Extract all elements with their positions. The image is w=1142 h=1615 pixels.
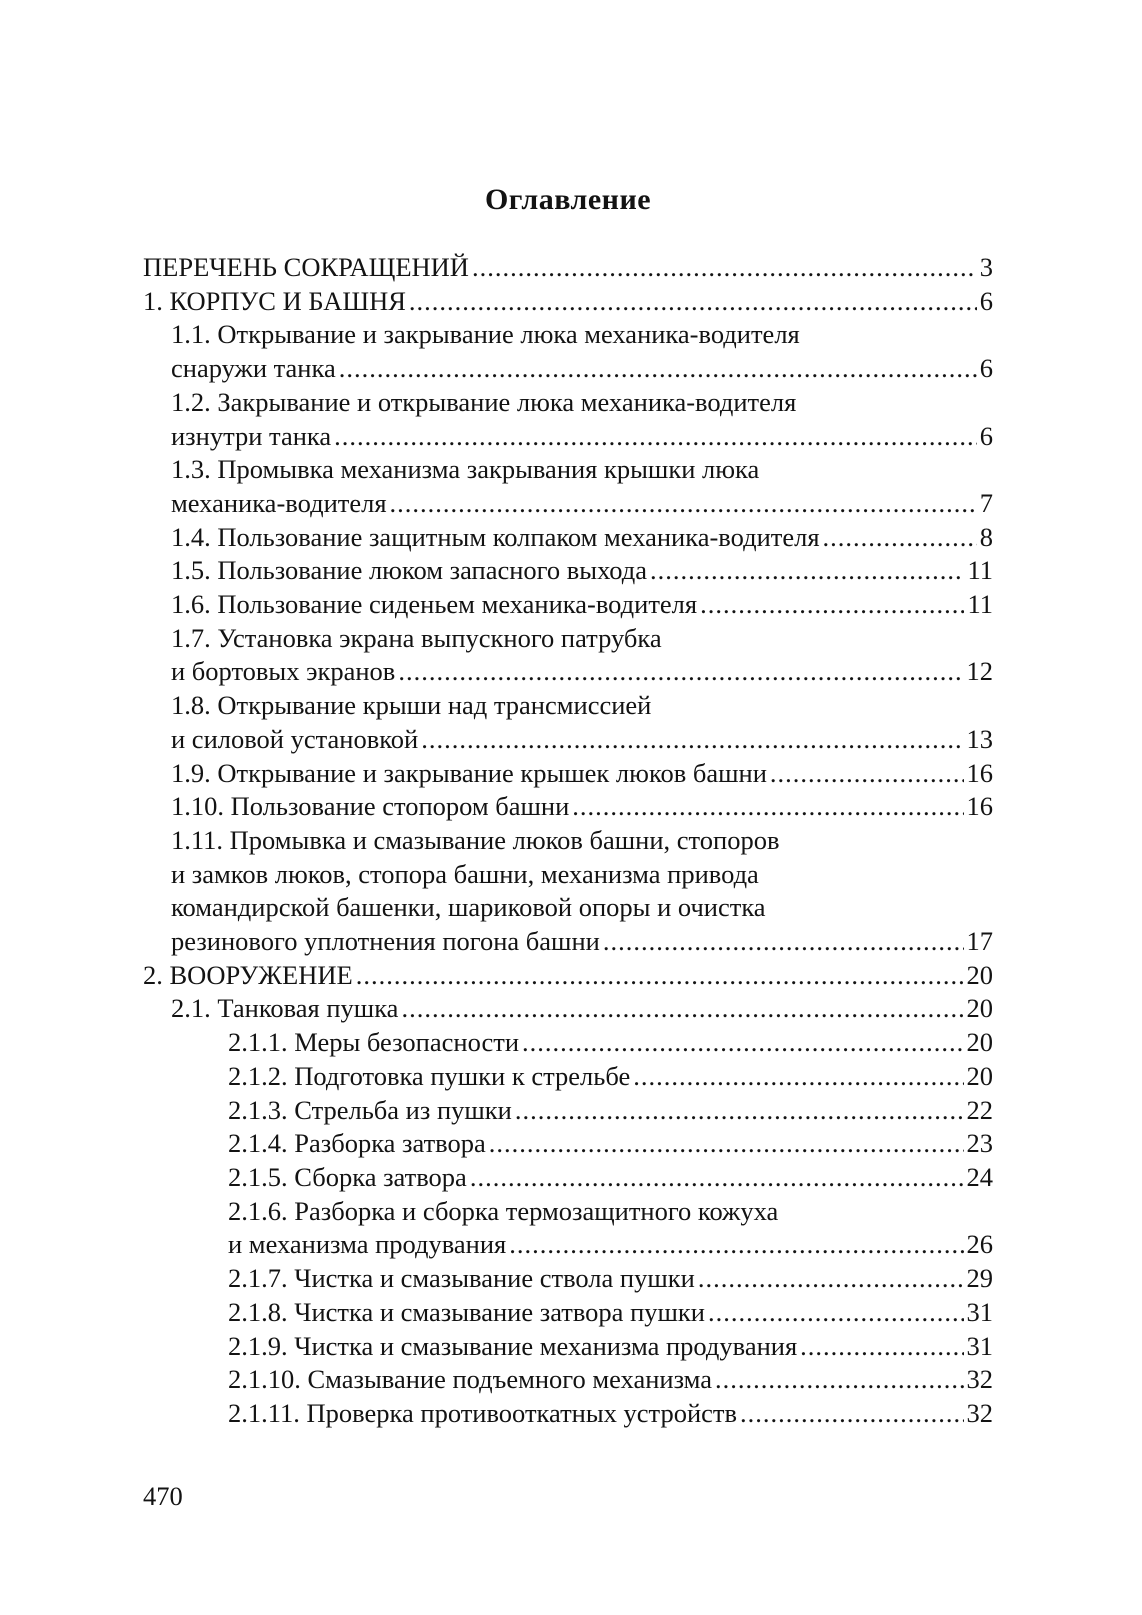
toc-entry-leader-line: [228, 1161, 993, 1195]
dot-leader: [633, 1060, 963, 1094]
dot-leader: [390, 487, 977, 521]
dot-leader: [409, 285, 977, 319]
toc-entry-leader-line: [228, 1060, 993, 1094]
toc-entry: [143, 318, 993, 385]
toc-entry-text: 2.1.2. Подготовка пушки к стрельбе: [228, 1060, 631, 1091]
toc-entry-page-number: 6: [979, 353, 993, 384]
toc-entry-page-number: 8: [979, 521, 993, 552]
toc-entry-text: 1.2. Закрывание и открывание люка механика-водителя: [171, 386, 797, 417]
dot-leader: [823, 521, 977, 555]
toc-entry-page-number: 26: [966, 1229, 993, 1260]
toc-entry-page-number: 13: [966, 723, 993, 754]
toc-entry-text-line: [171, 824, 993, 858]
toc-entry: [143, 521, 993, 555]
dot-leader: [421, 723, 963, 757]
toc-entry-text: 1. КОРПУС И БАШНЯ: [143, 285, 406, 316]
toc-entry-page-number: 12: [966, 656, 993, 687]
toc-entry: [143, 1363, 993, 1397]
toc-entry: [143, 1195, 993, 1262]
toc-entry-page-number: 32: [966, 1364, 993, 1395]
dot-leader: [800, 1330, 963, 1364]
footer-page-number: 470: [143, 1480, 183, 1511]
dot-leader: [509, 1228, 963, 1262]
toc-entry-text-line: [171, 689, 993, 723]
toc-entry-text: 1.11. Промывка и смазывание люков башни, стопоров: [171, 824, 780, 855]
toc-entry: [143, 1060, 993, 1094]
toc-entry-page-number: 6: [979, 420, 993, 451]
toc-entry-text: ПЕРЕЧЕНЬ СОКРАЩЕНИЙ: [143, 252, 469, 282]
toc-entry: [143, 386, 993, 453]
dot-leader: [356, 959, 964, 993]
toc-entry-text-line: [171, 453, 993, 487]
toc-entry-page-number: 31: [966, 1330, 993, 1361]
toc-entry-text: резинового уплотнения погона башни: [171, 926, 600, 957]
dot-leader: [572, 790, 963, 824]
toc-entry-text-line: [228, 1195, 993, 1229]
toc-entry-page-number: 11: [967, 589, 993, 620]
toc-entry-page-number: 22: [966, 1094, 993, 1125]
toc-entry-text: 1.1. Открывание и закрывание люка механика-водителя: [171, 319, 800, 350]
toc-entry: [143, 689, 993, 756]
dot-leader: [522, 1026, 963, 1060]
dot-leader: [489, 1127, 964, 1161]
toc-entry-text-line: [171, 386, 993, 420]
toc-entry-text: 2.1.8. Чистка и смазывание затвора пушки: [228, 1296, 705, 1327]
toc-entry-leader-line: [171, 487, 993, 521]
toc-entry-page-number: 3: [979, 252, 993, 282]
toc-entry-page-number: 20: [966, 993, 993, 1024]
dot-leader: [698, 1262, 964, 1296]
toc-entry-text: 1.4. Пользование защитным колпаком механика-водителя: [171, 521, 820, 552]
toc-entry: [143, 1094, 993, 1128]
toc-entry: [143, 622, 993, 689]
toc-entry: [143, 588, 993, 622]
toc-entry-page-number: 20: [966, 1060, 993, 1091]
toc-entry-page-number: 32: [966, 1397, 993, 1428]
toc-entry-leader-line: [171, 554, 993, 588]
toc-entry-text: снаружи танка: [171, 353, 336, 384]
dot-leader: [401, 992, 963, 1026]
toc-entry-page-number: 20: [966, 1027, 993, 1058]
toc-entry: [143, 1026, 993, 1060]
toc-entry-leader-line: [171, 790, 993, 824]
toc-entry-page-number: 31: [966, 1296, 993, 1327]
toc-entry: [143, 1262, 993, 1296]
dot-leader: [715, 1363, 963, 1397]
toc-entry-text: 2.1.7. Чистка и смазывание ствола пушки: [228, 1263, 695, 1294]
toc-entry-text: 2.1.6. Разборка и сборка термозащитного кожуха: [228, 1195, 779, 1226]
toc-entry-text: 1.10. Пользование стопором башни: [171, 791, 570, 822]
toc-entry: [143, 554, 993, 588]
dot-leader: [470, 1161, 964, 1195]
dot-leader: [740, 1397, 964, 1431]
toc-entry-text: 2.1.4. Разборка затвора: [228, 1128, 486, 1159]
toc-entry-leader-line: [228, 1262, 993, 1296]
toc-entry-page-number: 23: [966, 1128, 993, 1159]
toc-entry-leader-line: [171, 655, 993, 689]
toc-entry-text: 1.7. Установка экрана выпускного патрубка: [171, 622, 662, 653]
toc-entry-text: 2.1.10. Смазывание подъемного механизма: [228, 1364, 713, 1395]
dot-leader: [770, 757, 964, 791]
dot-leader: [708, 1296, 964, 1330]
toc-entry-leader-line: [228, 1296, 993, 1330]
toc-entry-leader-line: [228, 1228, 993, 1262]
toc-entry-text: 2.1.1. Меры безопасности: [228, 1027, 520, 1058]
toc-entry-text: изнутри танка: [171, 420, 332, 451]
toc-entry-page-number: 11: [967, 555, 993, 586]
toc-entry: [143, 992, 993, 1026]
toc-entry-text: и силовой установкой: [171, 723, 419, 754]
toc-entry-page-number: 24: [966, 1161, 993, 1192]
toc-list: [143, 251, 993, 1431]
toc-entry-text: 1.5. Пользование люком запасного выхода: [171, 555, 648, 586]
toc-entry-text-line: [171, 622, 993, 656]
toc-entry: [143, 251, 993, 285]
dot-leader: [334, 420, 977, 454]
toc-entry-page-number: 7: [979, 487, 993, 518]
toc-entry-page-number: 17: [966, 926, 993, 957]
toc-entry-text: 1.9. Открывание и закрывание крышек люков башни: [171, 757, 767, 788]
toc-entry-text: 2.1.5. Сборка затвора: [228, 1161, 467, 1192]
toc-entry-leader-line: [171, 352, 993, 386]
toc-entry-leader-line: [228, 1397, 993, 1431]
toc-entry-page-number: 20: [966, 959, 993, 990]
toc-entry-leader-line: [171, 588, 993, 622]
toc-entry-text-line: [171, 891, 993, 925]
toc-entry-text: механика-водителя: [171, 487, 387, 518]
toc-entry-text: 2.1.9. Чистка и смазывание механизма продувания: [228, 1330, 798, 1361]
toc-entry: [143, 824, 993, 959]
toc-entry-leader-line: [228, 1127, 993, 1161]
toc-entry-text: 1.8. Открывание крыши над трансмиссией: [171, 690, 652, 721]
toc-entry: [143, 1161, 993, 1195]
page-title: Оглавление: [484, 183, 652, 216]
toc-entry-text: 2.1.3. Стрельба из пушки: [228, 1094, 512, 1125]
toc-entry-page-number: 6: [979, 285, 993, 316]
toc-entry-text: и бортовых экранов: [171, 656, 396, 687]
dot-leader: [650, 554, 964, 588]
toc-entry-text: и замков люков, стопора башни, механизма привода: [171, 858, 759, 889]
toc-entry-leader-line: [143, 251, 993, 285]
toc-entry-leader-line: [228, 1094, 993, 1128]
toc-entry: [143, 1397, 993, 1431]
toc-entry-leader-line: [228, 1330, 993, 1364]
toc-entry-text: и механизма продувания: [228, 1229, 507, 1260]
toc-entry: [143, 959, 993, 993]
toc-entry-leader-line: [143, 285, 993, 319]
toc-entry-leader-line: [171, 521, 993, 555]
toc-entry-page-number: 16: [966, 757, 993, 788]
toc-entry: [143, 285, 993, 319]
dot-leader: [472, 251, 977, 285]
toc-entry: [143, 1127, 993, 1161]
toc-entry: [143, 1330, 993, 1364]
toc-entry: [143, 1296, 993, 1330]
toc-entry-text-line: [171, 318, 993, 352]
toc-entry: [143, 757, 993, 791]
toc-entry-text: 2. ВООРУЖЕНИЕ: [143, 959, 353, 990]
dot-leader: [515, 1094, 964, 1128]
toc-entry-text: 1.6. Пользование сиденьем механика-водителя: [171, 589, 698, 620]
toc-entry: [143, 453, 993, 520]
toc-entry-text: 1.3. Промывка механизма закрывания крышки люка: [171, 454, 760, 485]
toc-entry-leader-line: [171, 925, 993, 959]
toc-entry-leader-line: [228, 1026, 993, 1060]
toc-entry-leader-line: [171, 757, 993, 791]
toc-entry-leader-line: [171, 992, 993, 1026]
dot-leader: [603, 925, 964, 959]
toc-entry: [143, 790, 993, 824]
toc-entry-text-line: [171, 858, 993, 892]
dot-leader: [700, 588, 964, 622]
toc-entry-page-number: 29: [966, 1263, 993, 1294]
toc-entry-leader-line: [143, 959, 993, 993]
toc-entry-text: командирской башенки, шариковой опоры и очистка: [171, 892, 766, 923]
toc-entry-text: 2.1. Танковая пушка: [171, 993, 399, 1024]
toc-entry-text: 2.1.11. Проверка противооткатных устройств: [228, 1397, 737, 1428]
toc-entry-leader-line: [171, 420, 993, 454]
toc-entry-leader-line: [228, 1363, 993, 1397]
dot-leader: [339, 352, 977, 386]
dot-leader: [398, 655, 963, 689]
toc-entry-page-number: 16: [966, 791, 993, 822]
toc-entry-leader-line: [171, 723, 993, 757]
